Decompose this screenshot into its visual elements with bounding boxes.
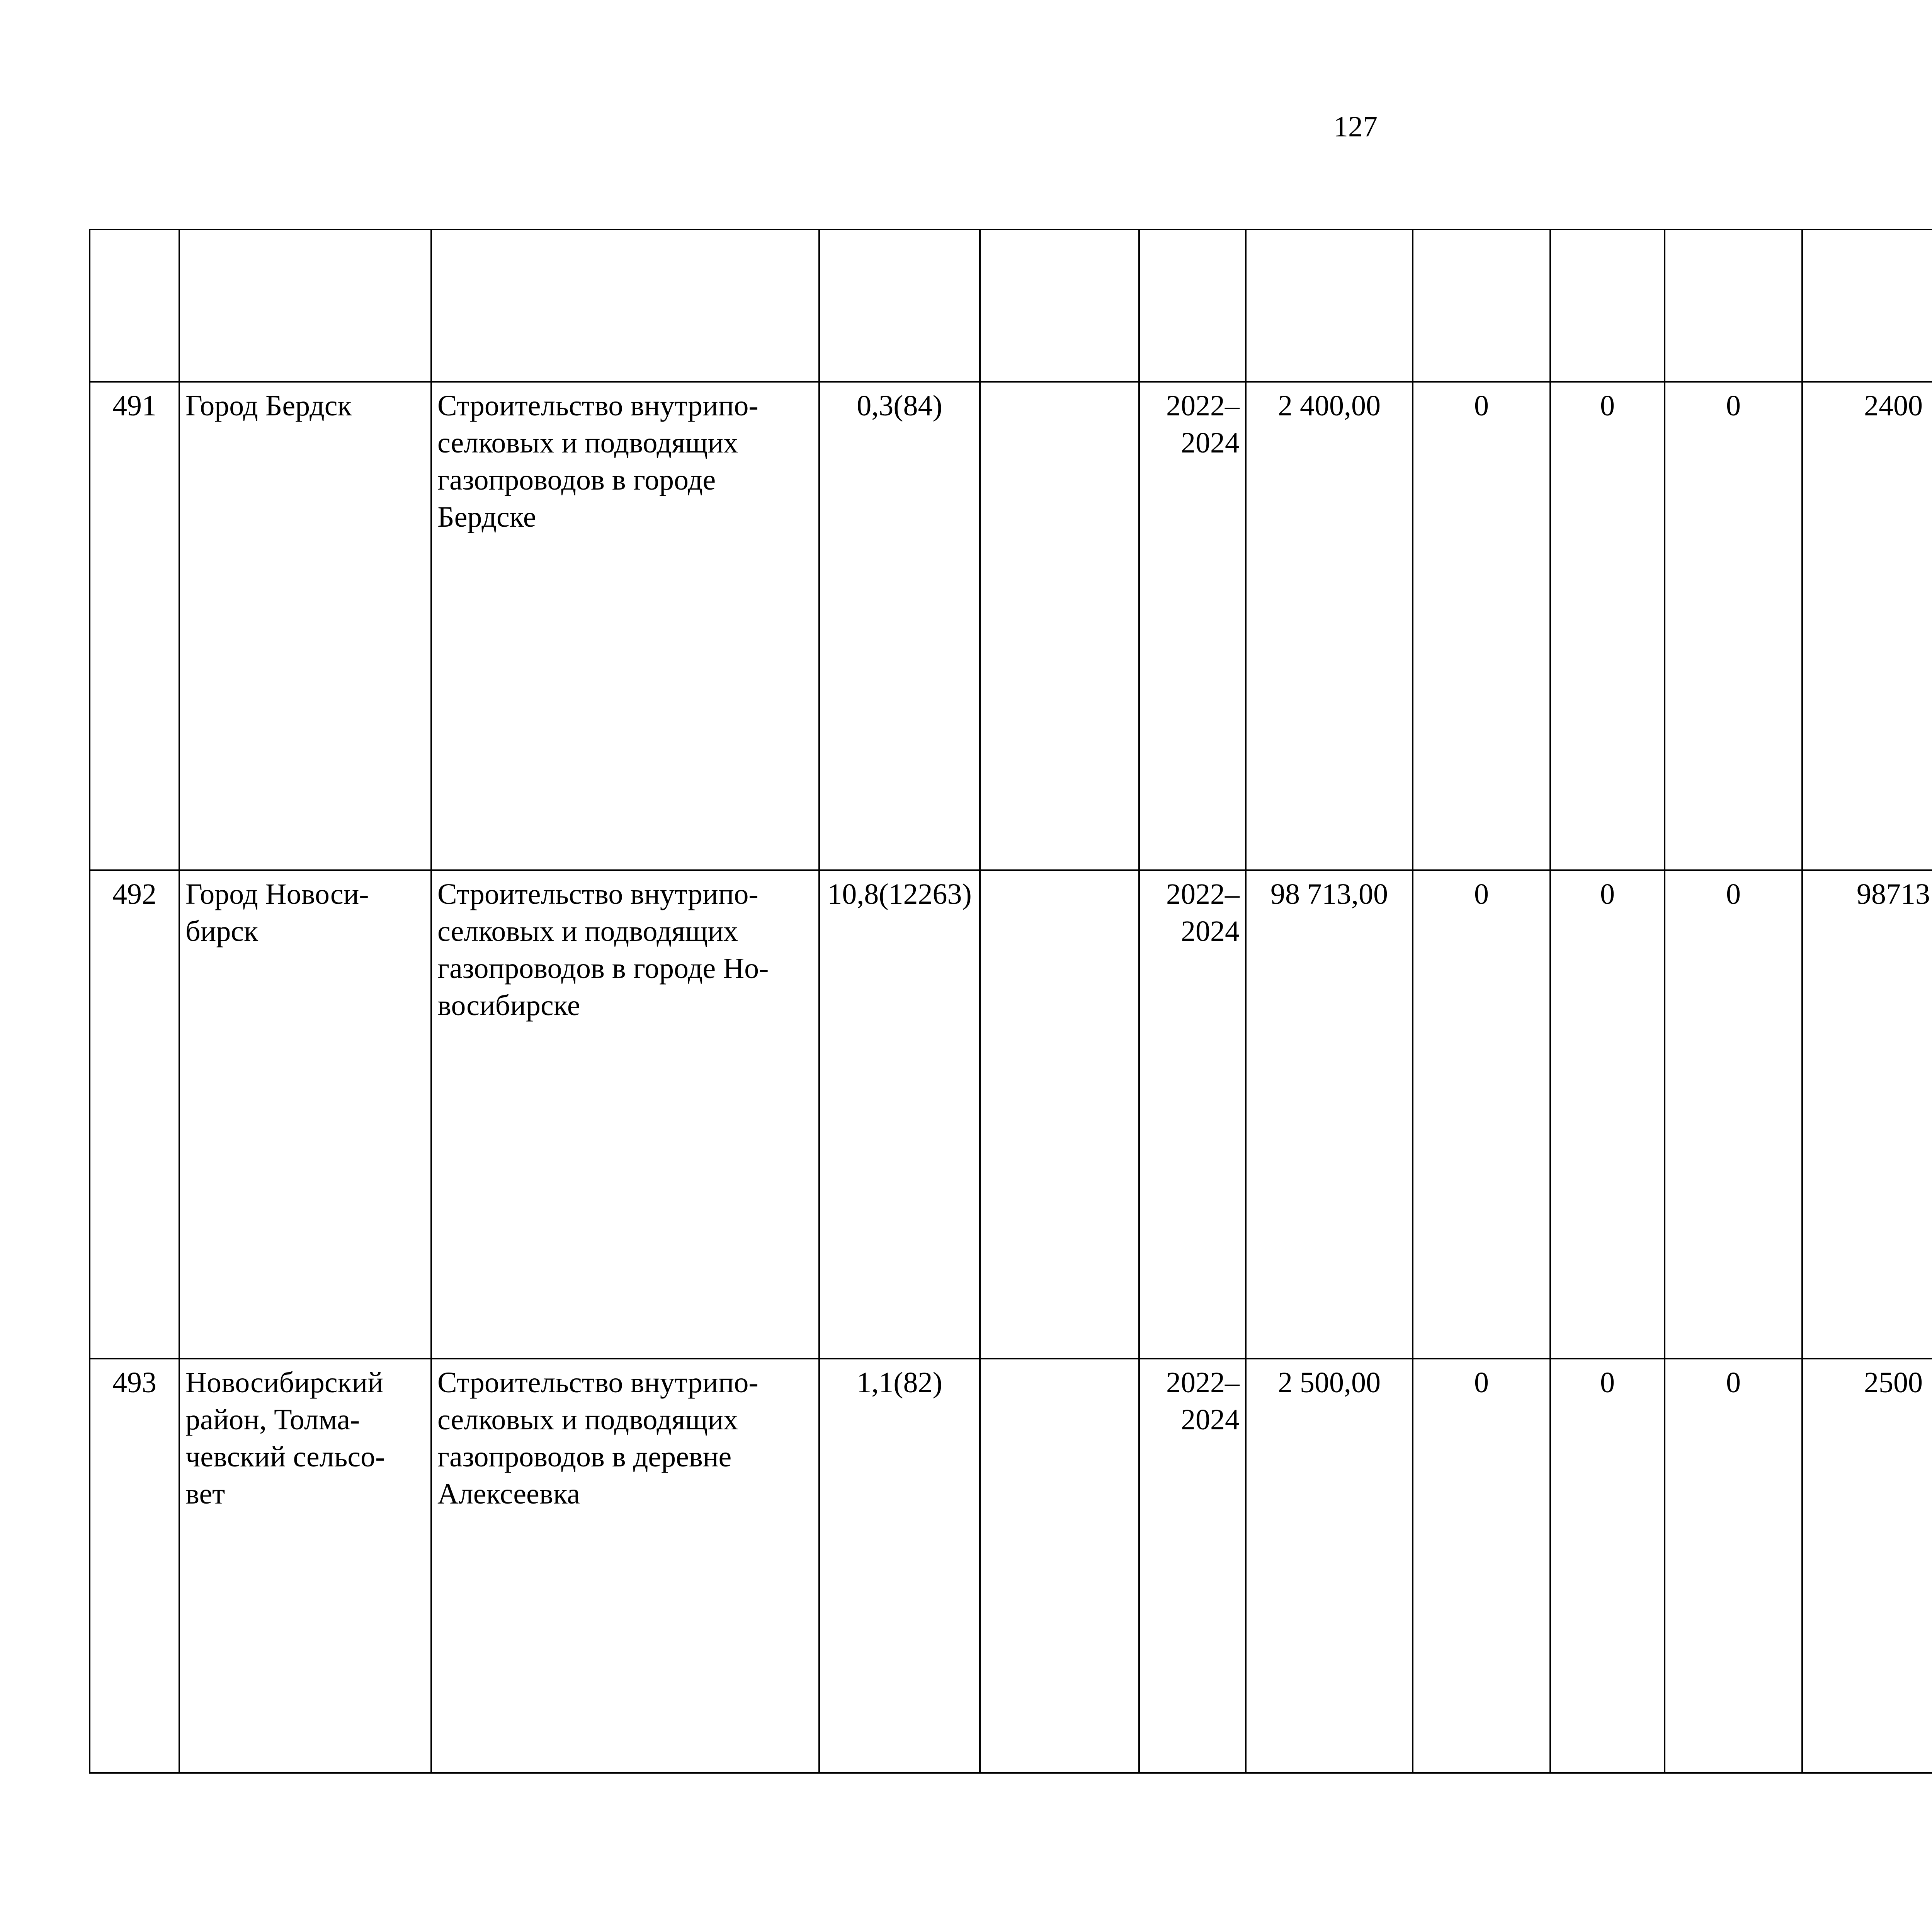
table-row — [90, 1359, 1932, 1773]
cell-col5 — [980, 382, 1139, 870]
cell-col5 — [980, 870, 1139, 1359]
cell-num — [90, 230, 179, 382]
cell-num: 492 — [90, 870, 179, 1359]
cell-regional — [1550, 230, 1665, 382]
cell-federal: 0 — [1413, 870, 1550, 1359]
table-row — [90, 382, 1932, 870]
cell-num: 493 — [90, 1359, 179, 1773]
cell-col5 — [980, 1359, 1139, 1773]
cell-object — [431, 230, 819, 382]
page-number: 127 — [1333, 111, 1378, 143]
cell-period — [1139, 230, 1246, 382]
cell-length — [819, 230, 980, 382]
cell-local: 0 — [1665, 870, 1802, 1359]
cell-other: 98713 — [1802, 870, 1932, 1359]
cell-regional: 0 — [1550, 870, 1665, 1359]
gasification-table — [89, 229, 1932, 1774]
cell-object: Строительство внутрипо- селковых и подводящих газопроводов в деревне Алексеевка — [431, 1359, 819, 1773]
cell-federal: 0 — [1413, 382, 1550, 870]
cell-total: 2 500,00 — [1246, 1359, 1413, 1773]
cell-period: 2022– 2024 — [1139, 870, 1246, 1359]
table-row — [90, 870, 1932, 1359]
cell-total — [1246, 230, 1413, 382]
cell-municipality: Город Новоси- бирск — [179, 870, 431, 1359]
cell-col5 — [980, 230, 1139, 382]
cell-municipality — [179, 230, 431, 382]
cell-object: Строительство внутрипо- селковых и подводящих газопроводов в городе Бердске — [431, 382, 819, 870]
cell-length: 0,3(84) — [819, 382, 980, 870]
cell-federal — [1413, 230, 1550, 382]
cell-regional: 0 — [1550, 1359, 1665, 1773]
cell-municipality: Новосибирский район, Толма- чевский сельсо- вет — [179, 1359, 431, 1773]
table-row-continuation — [90, 230, 1932, 382]
cell-local: 0 — [1665, 382, 1802, 870]
cell-other — [1802, 230, 1932, 382]
cell-period: 2022– 2024 — [1139, 1359, 1246, 1773]
cell-total: 98 713,00 — [1246, 870, 1413, 1359]
cell-num: 491 — [90, 382, 179, 870]
cell-federal: 0 — [1413, 1359, 1550, 1773]
cell-length: 1,1(82) — [819, 1359, 980, 1773]
cell-length: 10,8(12263) — [819, 870, 980, 1359]
cell-local — [1665, 230, 1802, 382]
cell-municipality: Город Бердск — [179, 382, 431, 870]
cell-other: 2500 — [1802, 1359, 1932, 1773]
cell-local: 0 — [1665, 1359, 1802, 1773]
cell-other: 2400 — [1802, 382, 1932, 870]
cell-period: 2022– 2024 — [1139, 382, 1246, 870]
cell-regional: 0 — [1550, 382, 1665, 870]
cell-total: 2 400,00 — [1246, 382, 1413, 870]
cell-object: Строительство внутрипо- селковых и подводящих газопроводов в городе Но- восибирске — [431, 870, 819, 1359]
